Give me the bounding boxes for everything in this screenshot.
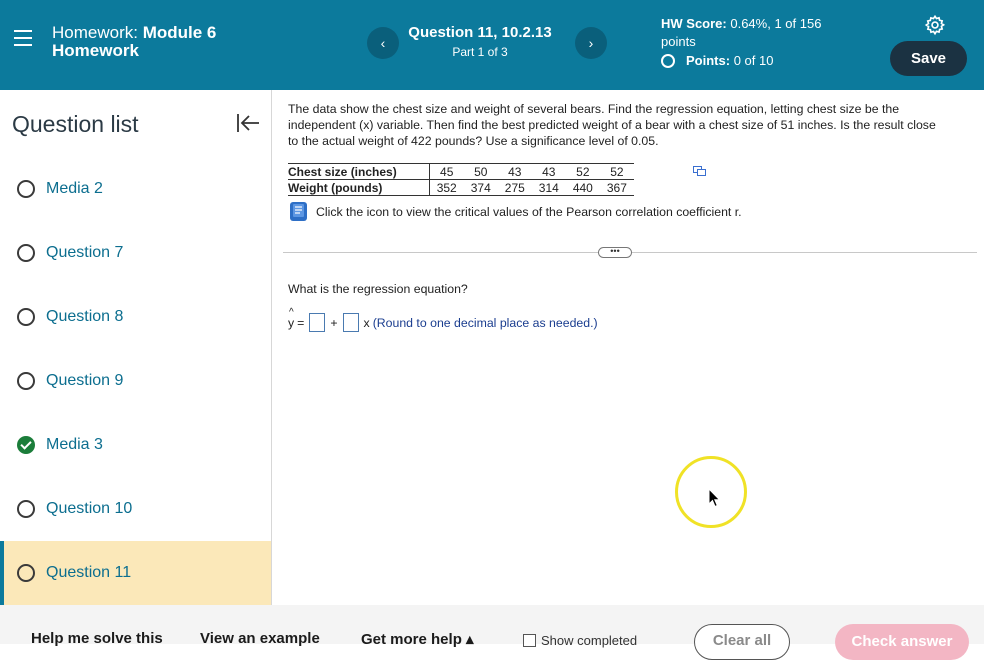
divider-handle[interactable]: •••	[598, 247, 632, 258]
table-cell: 52	[566, 164, 600, 180]
plus-sign: +	[330, 315, 338, 330]
sidebar-item-label: Media 3	[46, 436, 103, 453]
critical-values-text: Click the icon to view the critical values of the Pearson correlation coefficient r.	[316, 204, 742, 219]
show-completed-label: Show completed	[541, 633, 638, 648]
hw-score-value: 0.64%, 1 of 156	[730, 16, 822, 31]
incomplete-circle-icon	[17, 244, 35, 262]
intercept-input[interactable]	[309, 313, 325, 332]
points-status-icon	[661, 54, 675, 68]
table-cell: 314	[532, 180, 566, 196]
show-completed-checkbox[interactable]	[523, 634, 536, 647]
question-list-sidebar	[0, 90, 272, 605]
table-cell: 45	[429, 164, 464, 180]
y-hat-symbol: ^ y	[288, 316, 294, 330]
save-button[interactable]: Save	[890, 41, 967, 76]
table-cell: 275	[498, 180, 532, 196]
title-line2: Homework	[52, 41, 139, 60]
critical-values-row	[288, 201, 742, 222]
sidebar-item-question-9[interactable]	[0, 349, 271, 413]
question-indicator	[400, 24, 560, 59]
hamburger-menu-icon[interactable]	[14, 30, 32, 46]
mouse-pointer-icon	[708, 488, 721, 508]
table-cell: 440	[566, 180, 600, 196]
show-completed-toggle[interactable]	[523, 633, 637, 648]
rounding-hint: (Round to one decimal place as needed.)	[372, 315, 598, 330]
sidebar-item-label: Question 7	[46, 244, 124, 261]
sidebar-item-label: Question 9	[46, 372, 124, 389]
incomplete-circle-icon	[17, 308, 35, 326]
table-cell: 367	[600, 180, 634, 196]
table-cell: 52	[600, 164, 634, 180]
slope-input[interactable]	[343, 313, 359, 332]
copy-table-icon[interactable]	[693, 166, 706, 176]
incomplete-circle-icon	[17, 500, 35, 518]
incomplete-circle-icon	[17, 564, 35, 582]
equals-sign: =	[297, 315, 305, 330]
check-answer-button[interactable]: Check answer	[835, 624, 969, 660]
table-cell: 374	[464, 180, 498, 196]
question-list-title: Question list	[12, 111, 139, 137]
book-icon[interactable]	[288, 201, 309, 222]
bottom-bar	[0, 605, 984, 650]
row-header: Chest size (inches)	[288, 164, 429, 180]
sidebar-item-label: Question 10	[46, 500, 133, 517]
sidebar-item-question-8[interactable]	[0, 285, 271, 349]
title-prefix: Homework:	[52, 23, 138, 42]
sidebar-item-label: Question 11	[46, 564, 132, 581]
previous-question-button[interactable]: ‹	[367, 27, 399, 59]
hw-score-suffix: points	[661, 34, 696, 49]
sidebar-item-question-10[interactable]	[0, 477, 271, 541]
collapse-sidebar-icon[interactable]	[236, 112, 260, 134]
incomplete-circle-icon	[17, 372, 35, 390]
checkmark-icon	[17, 436, 35, 454]
question-title: Question 11, 10.2.13	[408, 24, 552, 41]
table-row	[288, 180, 634, 196]
row-header: Weight (pounds)	[288, 180, 429, 196]
view-example-link[interactable]: View an example	[200, 630, 320, 647]
gear-icon[interactable]	[924, 14, 946, 36]
sidebar-item-media-3[interactable]	[0, 413, 271, 477]
sidebar-item-label: Question 8	[46, 308, 124, 325]
table-cell: 43	[498, 164, 532, 180]
hw-score-label: HW Score:	[661, 16, 727, 31]
next-question-button[interactable]: ›	[575, 27, 607, 59]
top-bar	[0, 0, 984, 90]
sidebar-item-media-2[interactable]	[0, 157, 271, 221]
clear-all-button[interactable]: Clear all	[694, 624, 790, 660]
problem-statement: The data show the chest size and weight of several bears. Find the regression equation, letting chest size be the independent (x) variable. Then find the best predicted weight of a bear with a chest size of 51 inches. Is the result close to the actual weight of 422 pounds? Use a significance level of 0.05.	[288, 102, 936, 148]
points-value: 0 of 10	[733, 53, 774, 68]
table-row	[288, 164, 634, 180]
question-prompt: What is the regression equation?	[288, 282, 468, 296]
sidebar-item-question-11[interactable]	[0, 541, 271, 605]
score-panel	[661, 15, 861, 70]
table-cell: 50	[464, 164, 498, 180]
get-more-help-link[interactable]: Get more help ▴	[361, 631, 474, 648]
table-cell: 352	[429, 180, 464, 196]
title-module: Module 6	[142, 23, 217, 42]
incomplete-circle-icon	[17, 180, 35, 198]
sidebar-item-question-7[interactable]	[0, 221, 271, 285]
help-me-solve-link[interactable]: Help me solve this	[31, 630, 163, 647]
regression-equation	[288, 313, 598, 332]
x-variable: x	[363, 315, 370, 330]
question-content	[273, 90, 984, 605]
points-row	[661, 52, 861, 70]
points-label: Points:	[686, 53, 731, 68]
data-table	[288, 163, 634, 196]
table-cell: 43	[532, 164, 566, 180]
homework-title	[52, 24, 282, 60]
question-part: Part 1 of 3	[452, 45, 508, 59]
sidebar-item-label: Media 2	[46, 180, 103, 197]
